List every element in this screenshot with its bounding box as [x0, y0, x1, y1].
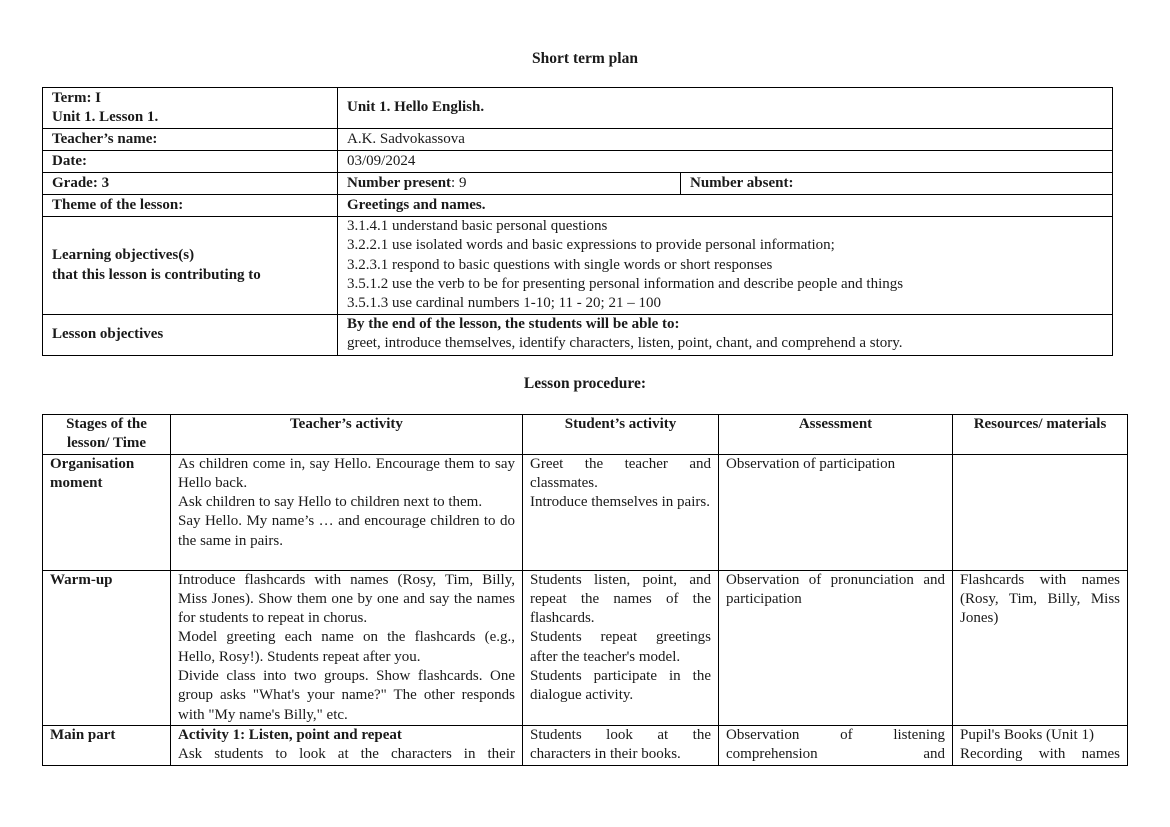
- resources-cell: [953, 454, 1128, 570]
- theme-value: Greetings and names.: [338, 195, 1113, 217]
- resources-text: Flashcards with names (Rosy, Tim, Billy, Miss Jones): [960, 571, 1120, 627]
- grade-label: Grade: 3: [43, 173, 338, 195]
- student-step: Students repeat greetings after the teacher's model.: [530, 629, 711, 665]
- learning-objective: 3.1.4.1 understand basic personal questions: [347, 218, 608, 234]
- lesson-objectives-cell: [338, 315, 1113, 356]
- lesson-objectives-text: greet, introduce themselves, identify characters, listen, point, chant, and comprehend a story.: [347, 335, 903, 352]
- lesson-objectives-label: Lesson objectives: [43, 315, 338, 356]
- stage-cell: Organisation moment: [43, 454, 171, 570]
- column-header-student: Student’s activity: [523, 415, 719, 455]
- table-row: [43, 570, 1128, 725]
- learning-objective: 3.5.1.2 use the verb to be for presenting personal information and describe people and things: [347, 275, 904, 292]
- teacher-step: Ask children to say Hello to children next to them.: [178, 494, 483, 511]
- learning-objectives-label-line1: Learning objectives(s): [52, 247, 195, 264]
- table-row: [43, 725, 1128, 765]
- learning-objective: 3.2.2.1 use isolated words and basic expressions to provide personal information;: [347, 237, 835, 254]
- assessment-cell: [719, 725, 953, 765]
- learning-objectives-list: [338, 217, 1113, 315]
- term-label: Term: I: [52, 89, 102, 106]
- table-row: [43, 454, 1128, 570]
- column-header-teacher: Teacher’s activity: [171, 415, 523, 455]
- date-value: 03/09/2024: [338, 151, 1113, 173]
- teacher-step: Say Hello. My name’s … and encourage children to do the same in pairs.: [178, 513, 515, 549]
- teacher-activity-cell: [171, 454, 523, 570]
- column-header-assessment: Assessment: [719, 415, 953, 455]
- learning-objective: 3.2.3.1 respond to basic questions with single words or short responses: [347, 256, 773, 273]
- stage-cell: Warm-up: [43, 570, 171, 725]
- unit-lesson-label: Unit 1. Lesson 1.: [52, 109, 159, 125]
- student-step: Students look at the characters in their books.: [530, 726, 711, 763]
- resources-cell: [953, 725, 1128, 765]
- column-header-resources: Resources/ materials: [953, 415, 1128, 455]
- number-present-value: : 9: [451, 174, 467, 191]
- teacher-step: As children come in, say Hello. Encourage them to say Hello back.: [178, 455, 515, 491]
- teacher-step: Ask students to look at the characters in their: [178, 746, 515, 763]
- procedure-title: Lesson procedure:: [523, 375, 647, 392]
- learning-objectives-label-line2: that this lesson is contributing to: [52, 266, 261, 283]
- assessment-cell: Observation of participation: [719, 454, 953, 570]
- student-activity-cell: [523, 570, 719, 725]
- teacher-step: Model greeting each name on the flashcards (e.g., Hello, Rosy!). Students repeat after you.: [178, 629, 515, 665]
- date-label: Date:: [43, 151, 338, 173]
- teacher-activity-cell: [171, 570, 523, 725]
- assessment-text: Observation of listening comprehension and: [726, 726, 945, 763]
- student-step: Introduce themselves in pairs.: [530, 494, 710, 511]
- teacher-activity-cell: [171, 725, 523, 765]
- teacher-name-label: Teacher’s name:: [43, 129, 338, 151]
- term-cell: [43, 88, 338, 129]
- number-present-cell: [338, 173, 681, 195]
- student-activity-cell: [523, 454, 719, 570]
- student-step: Students listen, point, and repeat the names of the flashcards.: [530, 571, 711, 627]
- stage-cell: Main part: [43, 725, 171, 765]
- resources-line: Pupil's Books (Unit 1): [960, 726, 1094, 743]
- teacher-name-value: A.K. Sadvokassova: [338, 129, 1113, 151]
- learning-objectives-label: [43, 217, 338, 315]
- assessment-text: Observation of pronunciation and participation: [726, 571, 945, 607]
- teacher-step: Introduce flashcards with names (Rosy, Tim, Billy, Miss Jones). Show them one by one and say the names for students to repeat in chorus.: [178, 571, 515, 627]
- column-header-stage: Stages of the lesson/ Time: [43, 415, 171, 455]
- number-present-label: Number present: [347, 174, 452, 191]
- student-step: Greet the teacher and classmates.: [530, 455, 711, 491]
- activity-heading: Activity 1: Listen, point and repeat: [178, 726, 402, 743]
- lesson-header-table: [42, 87, 1113, 356]
- resources-line: Recording with names: [960, 746, 1120, 763]
- teacher-step: Divide class into two groups. Show flashcards. One group asks "What's your name?" The other responds with "My name's Billy," etc.: [178, 668, 515, 723]
- lesson-objectives-intro: By the end of the lesson, the students will be able to:: [347, 316, 680, 332]
- procedure-header-row: [43, 415, 1128, 455]
- resources-cell: [953, 570, 1128, 725]
- unit-title: Unit 1. Hello English.: [338, 88, 1113, 129]
- number-absent-label: Number absent:: [681, 173, 1113, 195]
- document-title: Short term plan: [532, 50, 638, 67]
- student-step: Students participate in the dialogue activity.: [530, 668, 711, 704]
- student-activity-cell: [523, 725, 719, 765]
- theme-label: Theme of the lesson:: [43, 195, 338, 217]
- lesson-procedure-table: [42, 414, 1128, 766]
- assessment-cell: [719, 570, 953, 725]
- learning-objective: 3.5.1.3 use cardinal numbers 1-10; 11 - 20; 21 – 100: [347, 295, 661, 312]
